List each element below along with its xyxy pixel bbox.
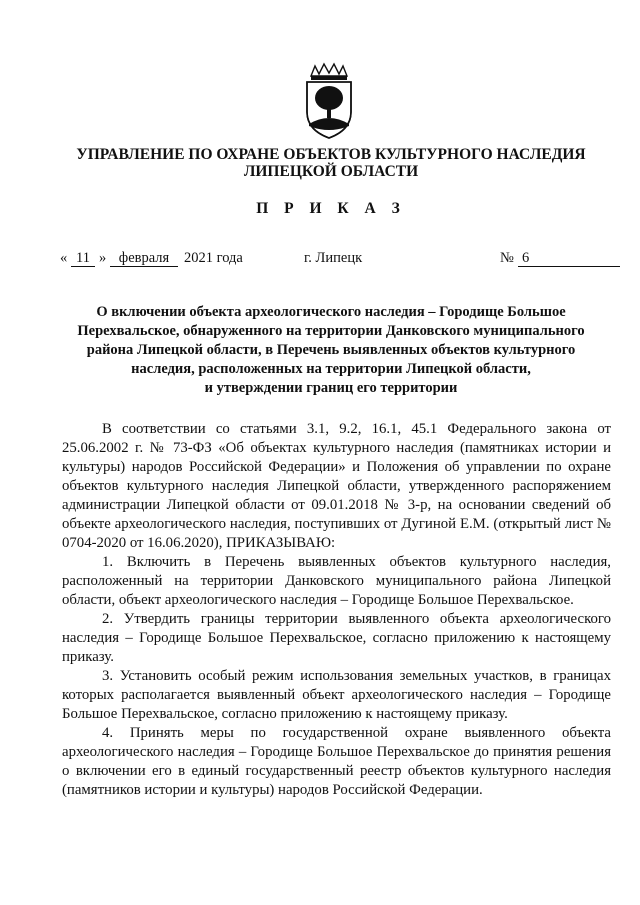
number-label: № [500, 250, 514, 266]
order-item-3: 3. Установить особый режим использования земельных участков, в границах которых располагается выявленный объект археологического наследия – Городище Большое Перехвальское, согласно приложению к настоящему приказу. [62, 668, 611, 722]
subject-line: наследия, расположенных на территории Липецкой области, [131, 361, 531, 377]
city: г. Липецк [304, 250, 363, 266]
authority-line-2: ЛИПЕЦКОЙ ОБЛАСТИ [243, 163, 419, 180]
date-year: 2021 года [184, 250, 243, 266]
order-item-2: 2. Утвердить границы территории выявленного объекта археологического наследия – Городище Большое Перехвальское, согласно приложению к настоящему приказу. [62, 611, 611, 665]
subject-line: Перехвальское, обнаруженного на территории Данковского муниципального [77, 323, 585, 339]
preamble-paragraph: В соответствии со статьями 3.1, 9.2, 16.1, 45.1 Федерального закона от 25.06.2002 г. № 73-ФЗ «Об объектах культурного наследия (памятниках истории и культуры) народов Российской Федерации» и Положения об управлении по охране объектов культурного наследия Липецкой области, утвержденного распоряжением администрации Липецкой области от 09.01.2018 № 3-р, на основании сведений об объекте археологического наследия, поступивших от Дугиной Е.М. (открытый лист № 0704-2020 от 16.06.2020), ПРИКАЗЫВАЮ: [62, 421, 611, 551]
document-type-title: П Р И К А З [256, 200, 406, 217]
order-number: 6 [518, 250, 620, 267]
date-month: февраля [110, 250, 178, 267]
order-item-4: 4. Принять меры по государственной охране выявленного объекта археологического наследия – Городище Большое Перехвальское до принятия решения о включении его в единый государственный реестр объектов культурного наследия (памятников истории и культуры) народов Российской Федерации. [62, 725, 611, 798]
order-subject [40, 303, 622, 398]
date-day: 11 [71, 250, 95, 267]
dateline [60, 250, 622, 270]
subject-line: О включении объекта археологического наследия – Городище Большое [96, 304, 566, 320]
lipetsk-coat-of-arms-icon [297, 62, 361, 142]
authority-line-1: УПРАВЛЕНИЕ ПО ОХРАНЕ ОБЪЕКТОВ КУЛЬТУРНОГО НАСЛЕДИЯ [76, 146, 586, 163]
authority-name [40, 146, 622, 180]
date-open-quote: « [60, 250, 68, 266]
subject-line: и утверждении границ его территории [204, 380, 458, 396]
order-body [62, 420, 611, 800]
subject-line: района Липецкой области, в Перечень выявленных объектов культурного [86, 342, 576, 358]
date-close-quote: » [99, 250, 107, 266]
order-item-1: 1. Включить в Перечень выявленных объектов культурного наследия, расположенный на территории Данковского муниципального района Липецкой области, объект археологического наследия – Городище Большое Перехвальское. [62, 554, 611, 608]
